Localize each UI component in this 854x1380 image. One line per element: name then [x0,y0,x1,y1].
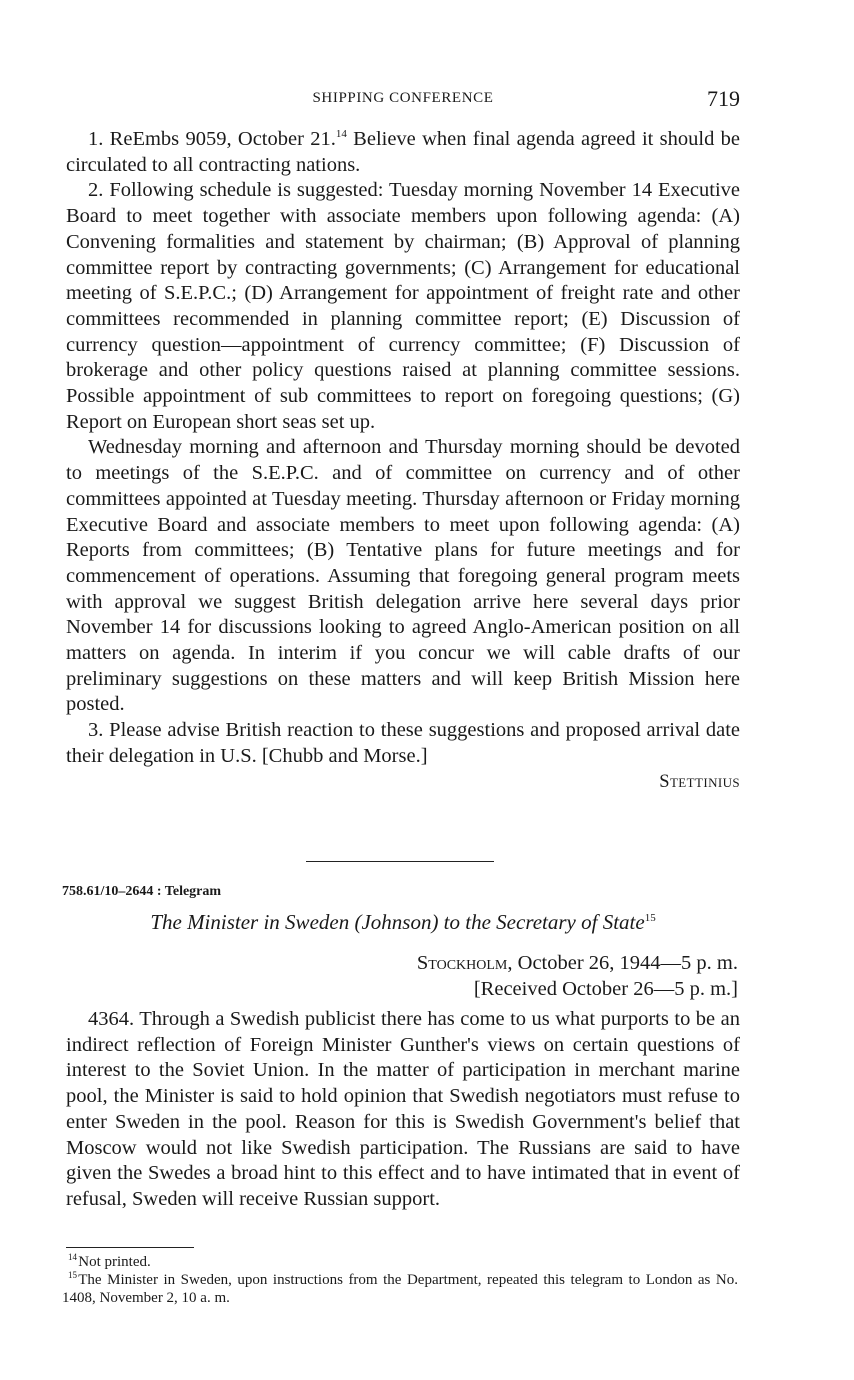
dateline-received: [Received October 26—5 p. m.] [473,978,738,1000]
dateline-date: , October 26, 1944—5 p. m. [507,952,738,974]
footnote-14-mark: 14 [68,1252,77,1262]
document-heading [66,908,740,936]
telegram-body-1 [66,127,740,794]
paragraph-1 [66,127,740,178]
dateline [238,950,738,1002]
footnote-15-text: The Minister in Sweden, upon instructions from the Department, repeated this telegram to London as No. 1408, November 2, 10 a. m. [62,1272,738,1306]
running-header [66,86,740,110]
document-id: 758.61/10–2644 : Telegram [62,884,222,899]
footnote-14 [62,1253,738,1271]
running-title: SHIPPING CONFERENCE [312,90,494,106]
footnote-14-text: Not printed. [78,1254,151,1270]
footnote-divider [66,1247,194,1248]
dateline-sent [238,950,738,976]
footnote-ref-15: 15 [644,912,656,924]
paragraph-2: 2. Following schedule is suggested: Tuesday morning November 14 Executive Board to meet together with associate members upon following agenda: (A) Convening formalities and statement by chairman; (B) Approval of planning committee report by contracting governments; (C) Arrangement for educational meeting of S.E.P.C.; (D) Arrangement for appointment of freight rate and other committees recommended in planning committee report; (E) Discussion of currency question—appointment of currency committee; (F) Discussion of brokerage and other policy questions raised at planning committee sessions. Possible appointment of sub committees to report on foregoing questions; (G) Report on European short seas set up. [66,179,740,433]
dateline-place: Stockholm [416,952,508,974]
section-divider [306,861,494,862]
footnote-ref-14: 14 [335,128,347,141]
paragraph-3: Wednesday morning and afternoon and Thursday morning should be devoted to meetings of the S.E.P.C. and of committee on currency and of other committees appointed at Tuesday meeting. Thursday afternoon or Friday morning Executive Board and associate members to meet upon following agenda: (A) Reports from committees; (B) Tentative plans for future meetings and for commencement of operations. Assuming that foregoing general program meets with approval we suggest British delegation arrive here several days prior November 14 for discussions looking to agreed Anglo-American position on all matters on agenda. In interim if you concur we will cable drafts of our preliminary suggestions on these matters and will keep British Mission here posted. [66,436,740,716]
telegram-2-paragraph: 4364. Through a Swedish publicist there has come to us what purports to be an indirect reflection of Foreign Minister Gunther's views on certain questions of interest to the Soviet Union. In the matter of participation in merchant marine pool, the Minister is said to hold opinion that Swedish negotiators must refuse to enter Sweden in the pool. Reason for this is Swedish Government's belief that Moscow would not like Swedish participation. The Russians are said to have given the Swedes a broad hint to this effect and to have intimated that in event of refusal, Sweden will receive Russian support. [66,1008,740,1210]
paragraph-4: 3. Please advise British reaction to these suggestions and proposed arrival date their delegation in U.S. [Chubb and Morse.] [66,719,740,767]
document-heading-text: The Minister in Sweden (Johnson) to the Secretary of State [150,910,645,934]
footnote-15 [62,1271,738,1307]
paragraph-1-continued: Believe when final agenda agreed it should be circulated to all contracting nations. [66,128,740,176]
footnotes [62,1253,738,1307]
page-number: 719 [707,86,740,111]
telegram-body-2 [66,1007,740,1213]
signature: Stettinius [659,771,740,792]
paragraph-1-text: 1. ReEmbs 9059, October 21. [88,128,336,150]
footnote-15-mark: 15 [68,1270,77,1280]
